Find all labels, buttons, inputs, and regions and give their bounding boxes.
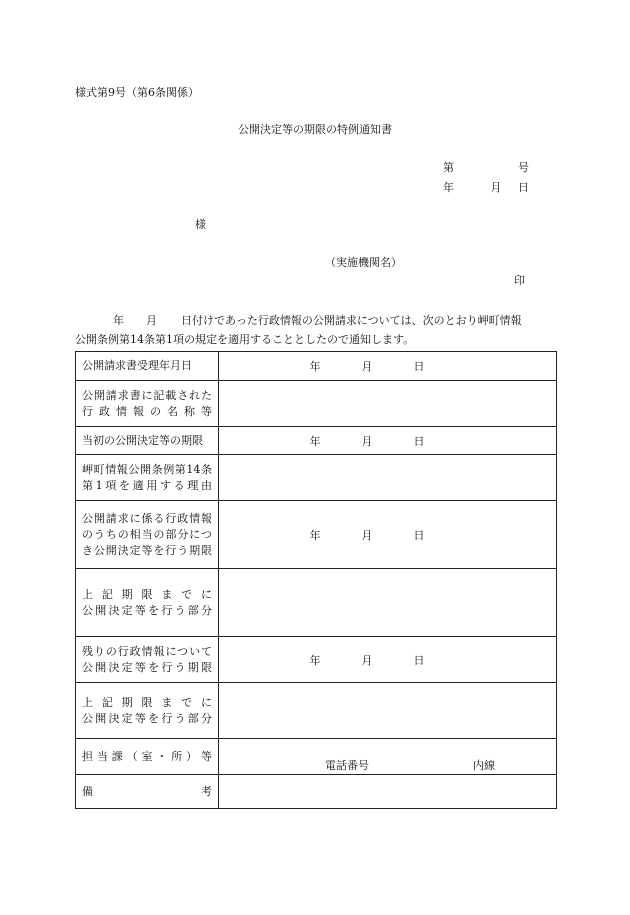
body-text	[75, 311, 555, 349]
addressee: 様	[195, 218, 206, 231]
receipt-date-field[interactable]: 年 月 日	[219, 352, 557, 381]
body-line1: 日付けであった行政情報の公開請求については、次のとおり岬町情報	[181, 314, 522, 327]
partial-deadline-field[interactable]: 年 月 日	[219, 501, 557, 569]
date-day: 日	[518, 181, 529, 194]
date-year: 年	[443, 181, 454, 194]
table-row	[76, 501, 557, 569]
phone-label: 電話番号	[325, 759, 369, 772]
reason-field[interactable]	[219, 455, 557, 501]
row-label-info-name: 公開請求書に記載された 行政情報の名称等	[76, 381, 219, 427]
table-row	[76, 455, 557, 501]
date-month: 月	[490, 181, 502, 194]
document-number	[443, 161, 533, 175]
row-label-remarks: 備 考	[76, 775, 219, 809]
seal-mark: 印	[514, 274, 525, 287]
row-label-remaining-scope: 上記期限までに 公開決定等を行う部分	[76, 683, 219, 739]
remaining-scope-field[interactable]	[219, 683, 557, 739]
row-label-partial-deadline: 公開請求に係る行政情報 のうちの相当の部分につ き公開決定等を行う期限	[76, 501, 219, 569]
number-suffix: 号	[518, 161, 529, 174]
table-row	[76, 427, 557, 455]
table-row	[76, 352, 557, 381]
info-name-field[interactable]	[219, 381, 557, 427]
table-row	[76, 739, 557, 775]
partial-scope-field[interactable]	[219, 569, 557, 637]
table-row	[76, 381, 557, 427]
table-row	[76, 775, 557, 809]
row-label-original-deadline: 当初の公開決定等の期限	[76, 427, 219, 455]
page-title: 公開決定等の期限の特例通知書	[238, 123, 392, 136]
table-row	[76, 637, 557, 683]
remarks-field[interactable]	[219, 775, 557, 809]
extension-label: 内線	[473, 759, 495, 772]
department-field[interactable]	[219, 739, 557, 775]
row-label-partial-scope: 上記期限までに 公開決定等を行う部分	[76, 569, 219, 637]
row-label-department: 担当課（室・所）等	[76, 739, 219, 775]
body-year: 年	[113, 314, 124, 327]
body-month: 月	[146, 314, 157, 327]
row-label-reason: 岬町情報公開条例第14条 第1項を適用する理由	[76, 455, 219, 501]
original-deadline-field[interactable]: 年 月 日	[219, 427, 557, 455]
row-label-remaining-deadline: 残りの行政情報について 公開決定等を行う期限	[76, 637, 219, 683]
form-table	[75, 351, 557, 809]
table-row	[76, 569, 557, 637]
body-line2: 公開条例第14条第1項の規定を適用することとしたので通知します。	[75, 333, 415, 346]
remaining-deadline-field[interactable]: 年 月 日	[219, 637, 557, 683]
table-row	[76, 683, 557, 739]
document-date	[443, 181, 533, 195]
row-label-receipt-date: 公開請求書受理年月日	[76, 352, 219, 381]
form-id: 様式第9号（第6条関係）	[75, 86, 199, 99]
agency-name: （実施機関名）	[325, 256, 402, 269]
number-prefix: 第	[443, 161, 454, 174]
